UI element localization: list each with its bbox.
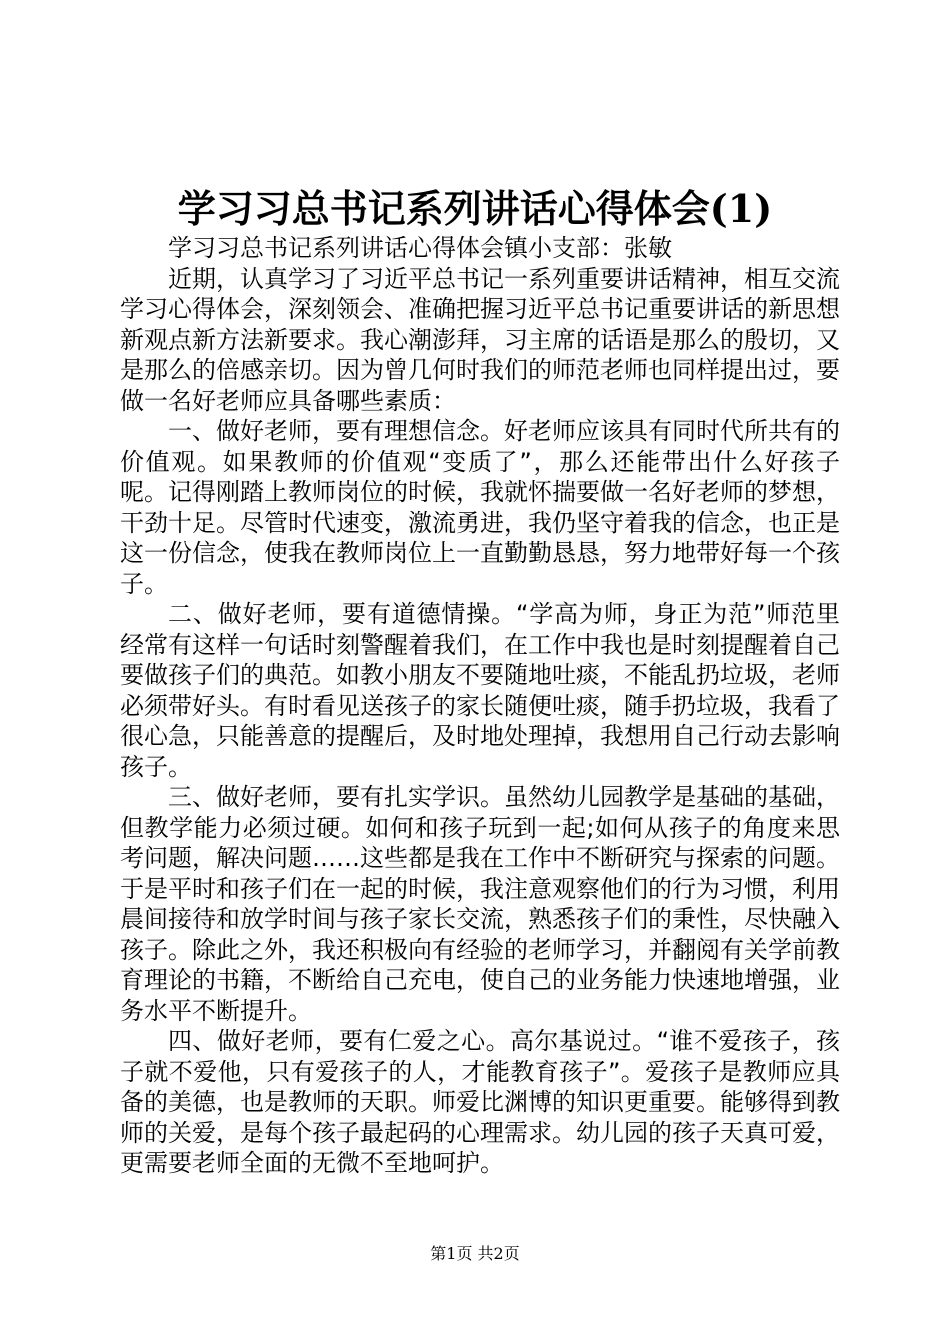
paragraph-intro: 近期，认真学习了习近平总书记一系列重要讲话精神，相互交流学习心得体会，深刻领会、准确把握习近平总书记重要讲话的新思想新观点新方法新要求。我心潮澎拜，习主席的话语是那么的殷切，又是那么的倍感亲切。因为曾几何时我们的师范老师也同样提出过，要做一名好老师应具备哪些素质： <box>120 264 840 415</box>
paragraph-point-1: 一、做好老师，要有理想信念。好老师应该具有同时代所共有的价值观。如果教师的价值观“变质了”，那么还能带出什么好孩子呢。记得刚踏上教师岗位的时候，我就怀揣要做一名好老师的梦想，干劲十足。尽管时代速变，激流勇进，我仍坚守着我的信念，也正是这一份信念，使我在教师岗位上一直勤勤恳恳，努力地带好每一个孩子。 <box>120 417 840 598</box>
author-line: 学习习总书记系列讲话心得体会镇小支部：张敏 <box>168 234 672 262</box>
paragraph-point-3: 三、做好老师，要有扎实学识。虽然幼儿园教学是基础的基础，但教学能力必须过硬。如何和孩子玩到一起;如何从孩子的角度来思考问题，解决问题……这些都是我在工作中不断研究与探索的问题。于是平时和孩子们在一起的时候，我注意观察他们的行为习惯，利用晨间接待和放学时间与孩子家长交流，熟悉孩子们的秉性，尽快融入孩子。除此之外，我还积极向有经验的老师学习，并翻阅有关学前教育理论的书籍，不断给自己充电，使自己的业务能力快速地增强，业务水平不断提升。 <box>120 783 840 1025</box>
document-title: 学习习总书记系列讲话心得体会(1) <box>177 186 773 231</box>
document-body <box>120 233 840 1179</box>
page-number: 第1页 共2页 <box>430 1244 520 1263</box>
paragraph-point-2: 二、做好老师，要有道德情操。“学高为师，身正为范”师范里经常有这样一句话时刻警醒着我们，在工作中我也是时刻提醒着自己要做孩子们的典范。如教小朋友不要随地吐痰，不能乱扔垃圾，老师必须带好头。有时看见送孩子的家长随便吐痰，随手扔垃圾，我看了很心急，只能善意的提醒后，及时地处理掉，我想用自己行动去影响孩子。 <box>120 600 840 781</box>
paragraph-point-4: 四、做好老师，要有仁爱之心。高尔基说过。“谁不爱孩子，孩子就不爱他，只有爱孩子的人，才能教育孩子”。爱孩子是教师应具备的美德，也是教师的天职。师爱比渊博的知识更重要。能够得到教师的关爱，是每个孩子最起码的心理需求。幼儿园的孩子天真可爱，更需要老师全面的无微不至地呵护。 <box>120 1027 840 1177</box>
